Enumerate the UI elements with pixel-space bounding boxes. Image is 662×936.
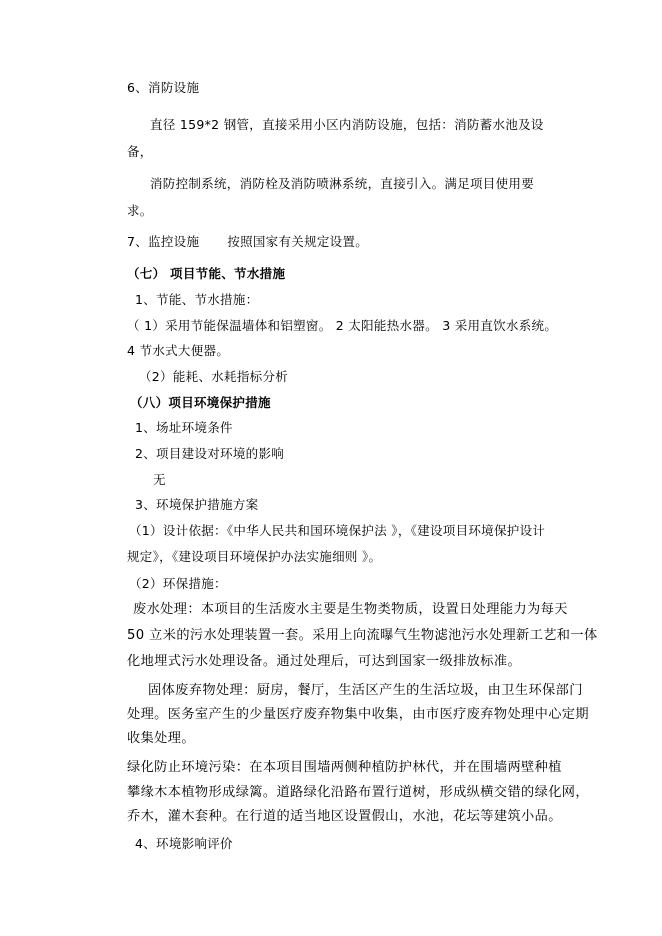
item-3-protection-plan: 3、环境保护措施方案 (135, 497, 259, 512)
greening-line2: 攀缘木本植物形成绿篱。道路绿化沿路布置行道树，形成纵横交错的绿化网， (127, 785, 589, 800)
fire-pipe-text-line2: 备， (127, 144, 153, 159)
greening-line1: 绿化防止环境污染：在本项目围墙两侧种植防护林代，并在围墙两壁种植 (127, 760, 562, 775)
design-basis-line1: （1）设计依据：《中华人民共和国环境保护法 》，《建设项目环境保护设计 (129, 523, 546, 538)
energy-indicator-analysis: （2）能耗、水耗指标分析 (139, 369, 289, 384)
item-7-title: 7、监控设施 (127, 234, 200, 249)
item-2-environment-impact: 2、项目建设对环境的影响 (135, 446, 285, 461)
environment-measures-heading: （2）环保措施： (129, 576, 227, 591)
greening-line3: 乔木，灌木套种。在行道的适当地区设置假山，水池，花坛等建筑小品。 (127, 809, 562, 824)
energy-measures-line1: （ 1）采用节能保温墙体和铝塑窗。 2 太阳能热水器。 3 采用直饮水系统。 (127, 318, 558, 333)
impact-none: 无 (153, 472, 166, 487)
section-7-heading: （七） 项目节能、节水措施 (127, 266, 286, 281)
item-4-impact-assessment: 4、环境影响评价 (135, 836, 233, 851)
item-1-site-environment: 1、场址环境条件 (135, 420, 233, 435)
solid-waste-line2: 处理。医务室产生的少量医疗废弃物集中收集，由市医疗废弃物处理中心定期 (127, 707, 589, 722)
wastewater-line1: 废水处理：本项目的生活废水主要是生物类物质，设置日处理能力为每天 (133, 602, 568, 617)
fire-pipe-text-line1: 直径 159*2 钢管，直接采用小区内消防设施，包括：消防蓄水池及设 (150, 117, 544, 132)
solid-waste-line1: 固体废弃物处理：厨房，餐厅，生活区产生的生活垃圾，由卫生环保部门 (148, 683, 583, 698)
item-7-monitoring (127, 234, 368, 250)
wastewater-line2: 50 立米的污水处理装置一套。采用上向流曝气生物滤池污水处理新工艺和一体 (127, 628, 598, 643)
energy-measures-line2: 4 节水式大便器。 (127, 343, 230, 358)
solid-waste-line3: 收集处理。 (127, 731, 195, 746)
fire-control-text-line1: 消防控制系统，消防栓及消防喷淋系统，直接引入。满足项目使用要 (150, 176, 535, 191)
design-basis-line2: 规定》，《建设项目环境保护办法实施细则 》。 (127, 549, 382, 564)
section-8-heading: （八）项目环境保护措施 (130, 395, 271, 410)
item-7-text: 按照国家有关规定设置。 (227, 234, 369, 249)
fire-control-text-line2: 求。 (127, 203, 153, 218)
wastewater-line3: 化地埋式污水处理设备。通过处理后，可达到国家一级排放标准。 (127, 654, 522, 669)
item-6-fire-facilities: 6、消防设施 (127, 80, 200, 95)
item-1-energy-water: 1、节能、节水措施： (135, 292, 259, 307)
